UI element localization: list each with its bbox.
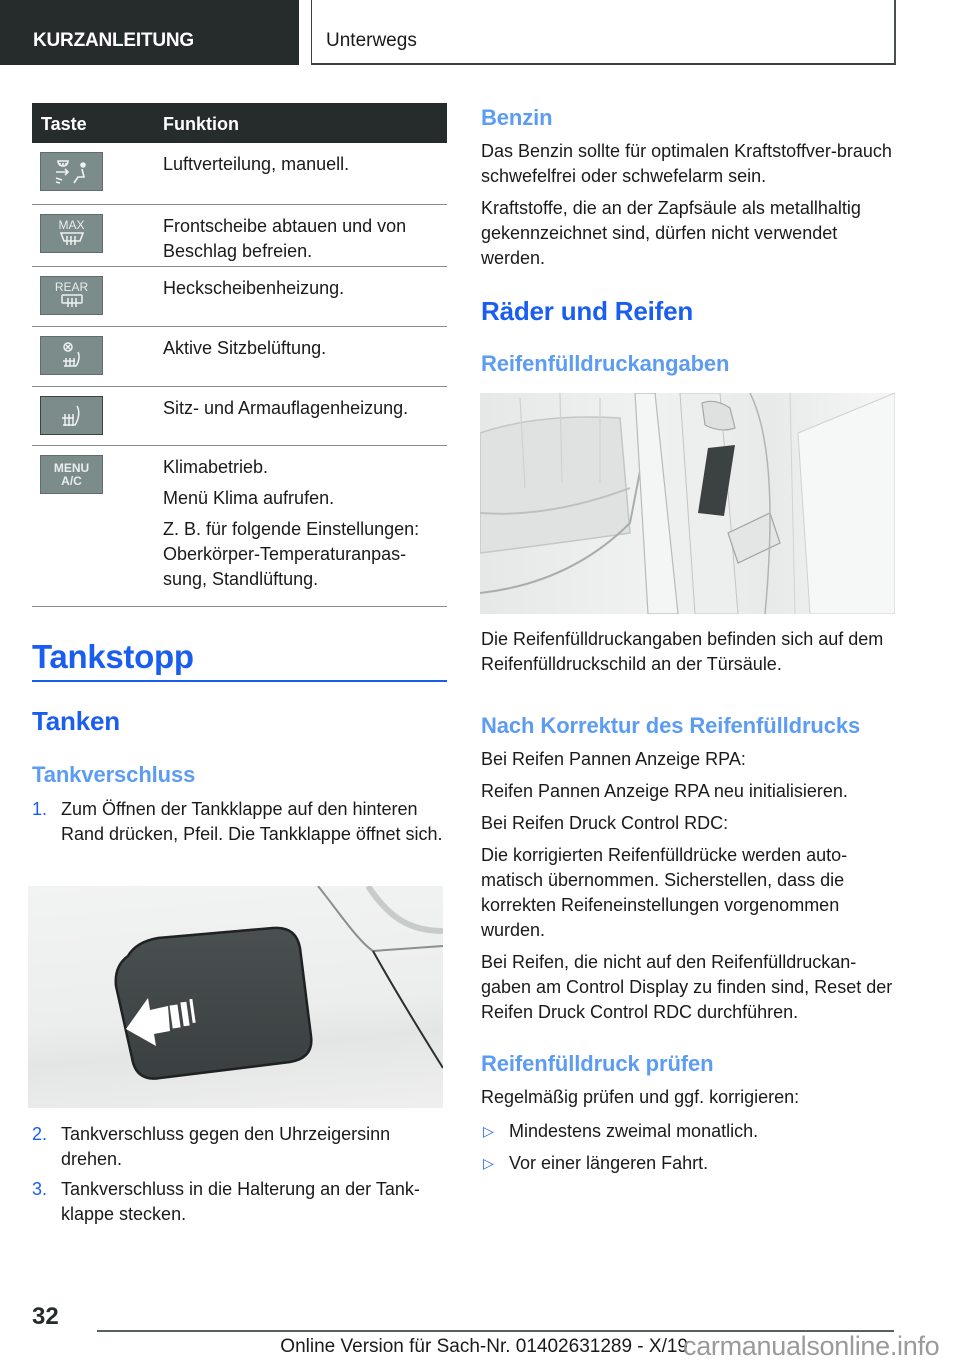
step-2: 2. Tankverschluss gegen den Uhrzeigersinn drehen. [32,1124,391,1169]
function-text: Aktive Sitzbelüftung. [163,338,327,358]
function-text: Sitz- und Armauflagenheizung. [163,398,409,418]
watermark: carmanualsonline.info [683,1331,940,1361]
table-row [32,387,447,446]
triangle-bullet-icon: ▷ [483,1155,494,1171]
section-title: KURZANLEITUNG [33,30,194,51]
column-header-funktion: Funktion [163,114,239,134]
heading-reifenfuelldruckangaben: Reifenfülldruckangaben [481,351,730,376]
menu-ac-icon: MENU A/C [40,455,103,494]
bullet-item: ▷ Mindestens zweimal monatlich. [481,1119,901,1144]
heading-reifenfuelldruck-pruefen: Reifenfülldruck prüfen [481,1051,714,1076]
air-distribution-icon [40,152,103,191]
chapter-tab [311,0,896,65]
function-text: Heckscheibenheizung. [163,278,345,298]
function-text: Klimabetrieb. Menü Klima aufrufen. Z. B. für folgende Einstellungen: Oberkörper-Temperaturanpas-sung, Standlüftung. [163,457,420,589]
seat-ventilation-icon [40,336,103,375]
section-tab [0,0,299,65]
table-row [32,446,447,607]
heading-tanken: Tanken [32,706,120,736]
korrektur-text: Bei Reifen Pannen Anzeige RPA: Reifen Pannen Anzeige RPA neu initialisieren. Bei Reifen Druck Control RDC: Die korrigierten Reifenfülldrücke werden auto-matisch übernommen. Sicherstellen, dass die korrekten Reifeneinstellungen vorgenommen wurden. Bei Reifen, die nicht auf den Reifenfülldruckan-gaben am Control Display zu finden sind, Reset der Reifen Druck Control RDC durchführen. [481,749,893,1022]
table-header [32,103,447,143]
function-text: Luftverteilung, manuell. [163,154,350,174]
footer-version: Online Version für Sach-Nr. 01402631289 - X/19 [280,1336,688,1357]
heading-raeder-und-reifen: Räder und Reifen [481,296,694,326]
fuel-flap-image [28,886,443,1108]
benzin-text: Das Benzin sollte für optimalen Kraftstoffver-brauch schwefelfrei oder schwefelarm sein. Kraftstoffe, die an der Zapfsäule als metallhaltig gekennzeichnet sind, dürfen nicht verwendet werden. [481,141,892,268]
table-row [32,327,447,387]
step-3: 3. Tankverschluss in die Halterung an der Tank-klappe stecken. [32,1179,420,1224]
column-header-taste: Taste [41,114,87,134]
table-row [32,143,447,205]
chapter-title: Unterwegs [326,30,417,51]
page-number: 32 [32,1303,59,1330]
pruefen-intro: Regelmäßig prüfen und ggf. korrigieren: [481,1087,800,1107]
heading-tankstopp: Tankstopp [32,638,194,675]
rear-window-heating-icon: REAR [40,276,103,315]
table-row [32,267,447,327]
function-text: Frontscheibe abtauen und von Beschlag befreien. [163,216,407,261]
heading-benzin: Benzin [481,105,553,130]
heading-tankverschluss: Tankverschluss [32,762,196,787]
controls-table [32,103,447,607]
triangle-bullet-icon: ▷ [483,1123,494,1139]
angaben-caption: Die Reifenfülldruckangaben befinden sich auf dem Reifenfülldruckschild an der Türsäule. [481,629,884,674]
heading-rule [32,680,447,682]
table-row [32,205,447,267]
door-pillar-image [480,393,895,614]
seat-heating-icon [40,396,103,435]
max-defrost-icon: MAX [40,214,103,253]
heading-nach-korrektur: Nach Korrektur des Reifenfülldrucks [481,713,861,738]
bullet-item: ▷ Vor einer längeren Fahrt. [481,1151,901,1176]
step-1: 1. Zum Öffnen der Tankklappe auf den hinteren Rand drücken, Pfeil. Die Tankklappe öffnet sich. [32,799,443,844]
